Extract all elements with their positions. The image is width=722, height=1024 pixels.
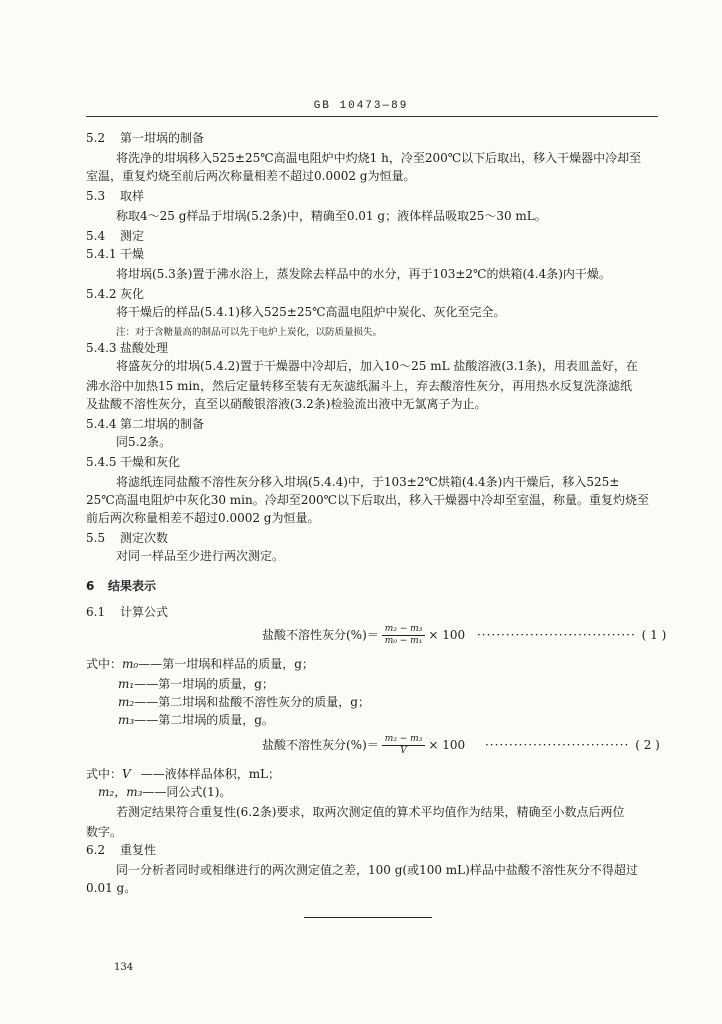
variable-description: ——同公式(1)。: [142, 785, 232, 799]
section-title: 灰化: [120, 287, 145, 301]
paragraph-line: 将滤纸连同盐酸不溶性灰分移入坩埚(5.4.4)中，于103±2℃烘箱(4.4条)内干燥后，移入525±: [116, 475, 620, 489]
formula-leader-dots: ·································: [476, 628, 636, 642]
section-title: 盐酸处理: [120, 341, 169, 355]
formula-tag: ( 2 ): [635, 738, 660, 752]
formula-denominator: m₀ − m₁: [384, 636, 423, 646]
section-title: 测定次数: [120, 531, 169, 545]
paragraph-line: 数字。: [86, 825, 123, 839]
section-number: 6.2: [86, 843, 106, 857]
paragraph-line: 对同一样品至少进行两次测定。: [116, 549, 285, 563]
section-number: 5.4: [86, 229, 106, 243]
section-number: 5.2: [86, 131, 106, 145]
variable-definition: [86, 656, 314, 673]
section-number: 6: [86, 579, 95, 593]
formula-numerator: m₂ − m₃: [382, 734, 426, 746]
section-6-heading: [86, 578, 156, 595]
section-title: 干燥和灰化: [120, 455, 181, 469]
paragraph-line: 及盐酸不溶性灰分，直至以硝酸银溶液(3.2条)检验流出液中无氯离子为止。: [86, 397, 487, 411]
variable-description: ——第二坩埚和盐酸不溶性灰分的质量，g；: [134, 695, 370, 709]
formula-1: [262, 624, 666, 647]
section-6-1-heading: [86, 604, 168, 621]
paragraph-line: 将坩埚(5.3条)置于沸水浴上，蒸发除去样品中的水分，再于103±2℃的烘箱(4.4条)内干燥。: [116, 267, 611, 281]
variable-symbol: m₂: [118, 695, 135, 709]
variable-description: ——液体样品体积，mL；: [140, 767, 281, 781]
section-5-2-heading: [86, 130, 204, 147]
page-number: 134: [114, 962, 134, 973]
paragraph-line: 0.01 g。: [86, 881, 137, 895]
formula-rhs: × 100: [428, 628, 466, 642]
section-5-4-5-heading: [86, 454, 180, 471]
variable-definition: [98, 784, 231, 801]
paragraph-line: 若测定结果符合重复性(6.2条)要求，取两次测定值的算术平均值作为结果，精确至小数点后两位: [116, 805, 625, 819]
section-number: 5.3: [86, 189, 106, 203]
formula-tag: ( 1 ): [641, 628, 667, 642]
formula-fraction: [382, 624, 426, 647]
section-5-4-3-heading: [86, 340, 168, 357]
section-5-4-4-heading: [86, 416, 204, 433]
section-title: 结果表示: [108, 579, 157, 593]
paragraph-line: 前后两次称量相差不超过0.0002 g为恒量。: [86, 511, 320, 525]
section-number: 5.4.2: [86, 287, 117, 301]
paragraph-line: 25℃高温电阻炉中灰化30 min。冷却至200℃以下后取出，移入干燥器中冷却至室温，称量。重复灼烧至: [86, 493, 650, 507]
section-title: 取样: [120, 189, 145, 203]
variable-description: ——第一坩埚和样品的质量，g；: [138, 657, 314, 671]
note-line: 注：对于含糖量高的制品可以先于电炉上炭化，以防质量损失。: [116, 327, 383, 338]
paragraph-line: 同一分析者同时或相继进行的两次测定值之差，100 g(或100 mL)样品中盐酸不溶性灰分不得超过: [116, 863, 638, 877]
formula-leader-dots: ······························: [484, 738, 630, 752]
variable-description: ——第一坩埚的质量，g；: [134, 677, 274, 691]
paragraph-line: 沸水浴中加热15 min，然后定量转移至装有无灰滤纸漏斗上，弃去酸溶性灰分，再用热水反复洗涤滤纸: [86, 379, 633, 393]
section-number: 5.4.5: [86, 455, 117, 469]
section-5-4-1-heading: [86, 246, 144, 263]
paragraph-line: 同5.2条。: [116, 435, 172, 449]
variable-definition: [118, 712, 274, 729]
section-title: 测定: [120, 229, 145, 243]
end-rule: [304, 917, 432, 918]
variable-description: ——第二坩埚的质量，g。: [134, 713, 274, 727]
formula-lhs: 盐酸不溶性灰分(%)＝: [262, 628, 379, 642]
section-5-4-2-heading: [86, 286, 144, 303]
section-number: 6.1: [86, 605, 106, 619]
paragraph-line: 称取4～25 g样品于坩埚(5.2条)中，精确至0.01 g；液体样品吸取25～30 mL。: [116, 209, 547, 223]
section-number: 5.4.3: [86, 341, 117, 355]
formula-lhs: 盐酸不溶性灰分(%)＝: [262, 738, 379, 752]
variable-symbol: m₂，m₃: [98, 785, 143, 799]
section-number: 5.5: [86, 531, 106, 545]
formula-2: [262, 734, 660, 757]
section-number: 5.4.1: [86, 247, 117, 261]
paragraph-line: 将盛灰分的坩埚(5.4.2)置于干燥器中冷却后，加入10～25 mL 盐酸溶液(3.1条)，用表皿盖好，在: [116, 359, 638, 373]
section-title: 第一坩埚的制备: [120, 131, 205, 145]
variable-symbol: m₃: [118, 713, 135, 727]
section-5-5-heading: [86, 530, 168, 547]
formula-denominator: V: [400, 746, 407, 756]
section-title: 干燥: [120, 247, 145, 261]
section-5-4-heading: [86, 228, 144, 245]
where-intro: 式中：: [86, 657, 123, 671]
paragraph-line: 室温，重复灼烧至前后两次称量相差不超过0.0002 g为恒量。: [86, 169, 416, 183]
variable-definition: [118, 676, 274, 693]
section-5-3-heading: [86, 188, 144, 205]
paragraph-line: 将洗净的坩埚移入525±25℃高温电阻炉中灼烧1 h，冷至200℃以下后取出，移入干燥器中冷却至: [116, 151, 642, 165]
variable-symbol: m₀: [122, 657, 139, 671]
standard-code-header: GB 10473—89: [313, 100, 409, 112]
variable-definition: [118, 694, 370, 711]
variable-symbol: V: [122, 767, 131, 781]
formula-rhs: × 100: [428, 738, 466, 752]
variable-symbol: m₁: [118, 677, 135, 691]
section-title: 计算公式: [120, 605, 169, 619]
section-number: 5.4.4: [86, 417, 117, 431]
header-rule: [86, 116, 658, 117]
section-6-2-heading: [86, 842, 156, 859]
variable-definition: [86, 766, 280, 783]
section-title: 重复性: [120, 843, 157, 857]
where-intro: 式中：: [86, 767, 123, 781]
section-title: 第二坩埚的制备: [120, 417, 205, 431]
formula-numerator: m₂ − m₃: [382, 624, 426, 636]
paragraph-line: 将干燥后的样品(5.4.1)移入525±25℃高温电阻炉中炭化、灰化至完全。: [116, 305, 506, 319]
formula-fraction: [382, 734, 426, 757]
